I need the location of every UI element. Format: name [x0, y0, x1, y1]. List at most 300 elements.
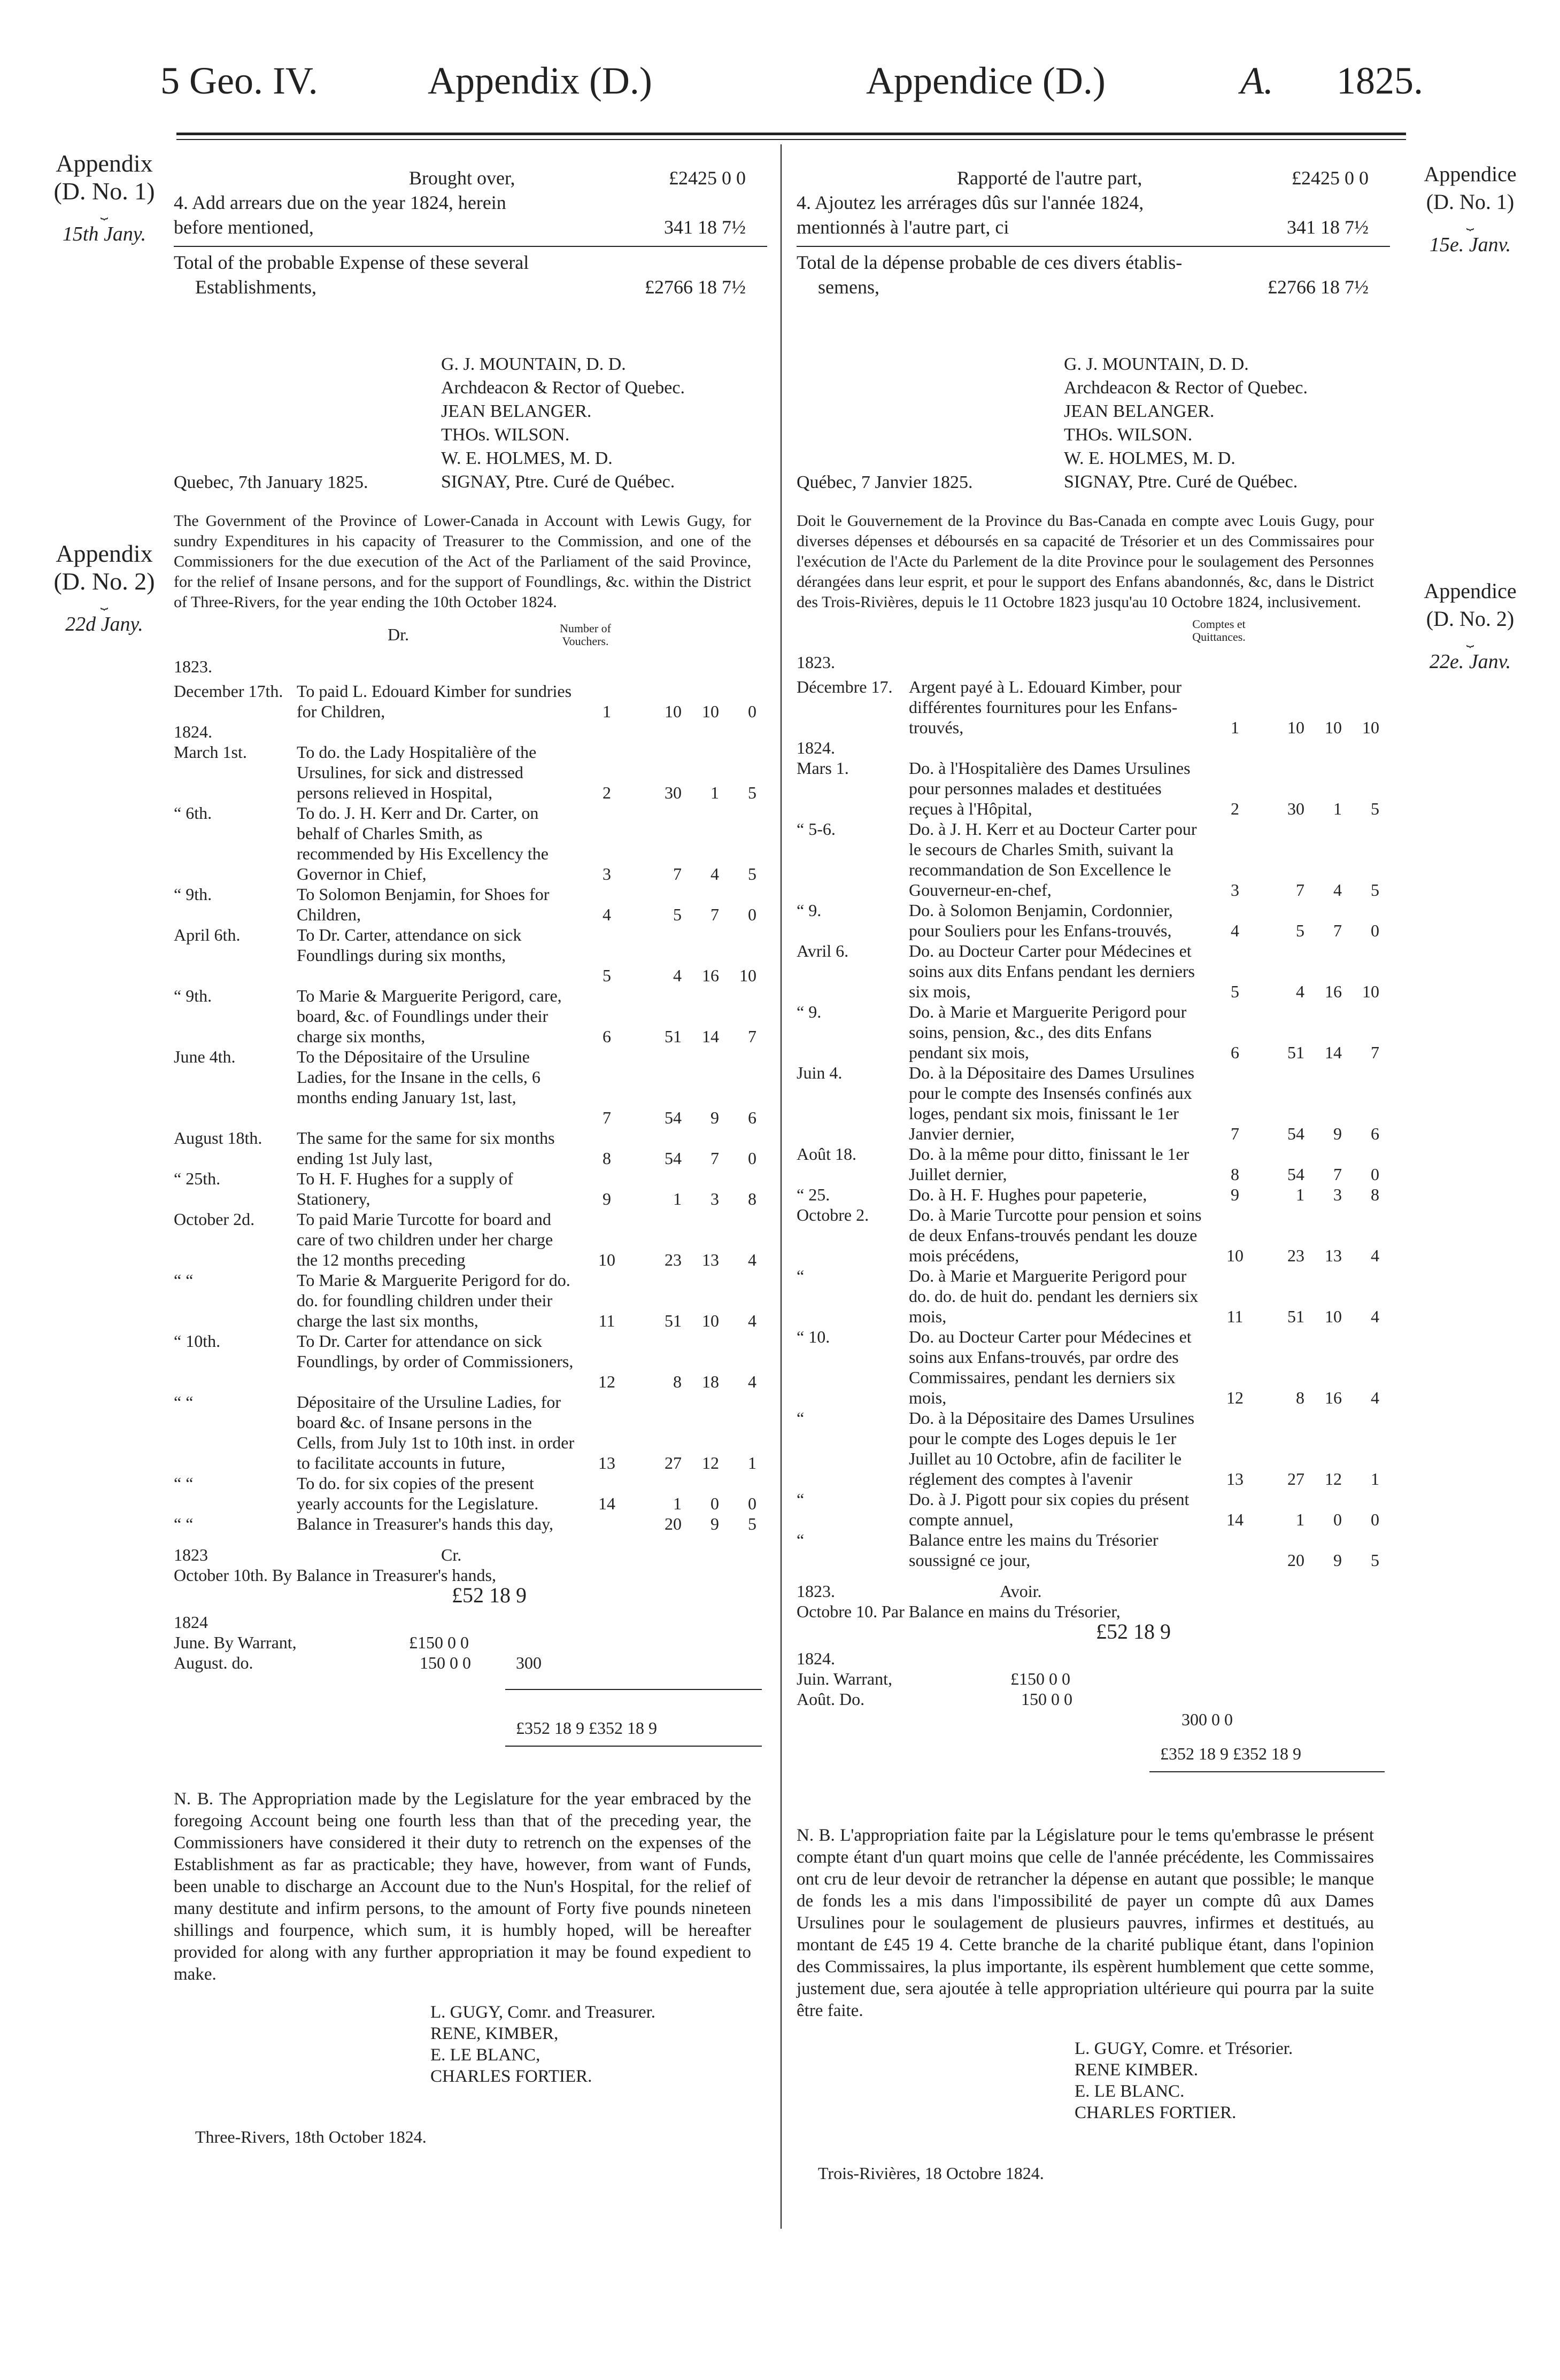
- entry-shillings: 7: [1333, 921, 1342, 940]
- header-rule: [176, 133, 1406, 135]
- entry-date: 1824.: [797, 738, 835, 757]
- entry-pence: 6: [1371, 1124, 1379, 1143]
- entry-shillings: 0: [711, 1494, 719, 1513]
- entry-pounds: 8: [673, 1372, 682, 1391]
- entry-description: Do. à la Dépositaire des Dames Ursulines pour le compte des Insensés confinés aux loges, pendant six mois, finissant le 1er Janvier dernier,: [909, 1063, 1195, 1143]
- entry-description: To Dr. Carter, attendance on sick Foundlings during six months,: [297, 925, 522, 965]
- arrears-label: 4. Ajoutez les arrérages dûs sur l'année 1824,: [797, 192, 1144, 213]
- ledger-entry: [174, 1128, 767, 1168]
- entry-description: To the Dépositaire of the Ursuline Ladies, for the Insane in the cells, 6 months ending January 1st, last,: [297, 1047, 540, 1107]
- ledger-entry: [174, 803, 767, 884]
- entry-voucher-number: 13: [598, 1453, 615, 1472]
- ledger-entry: [797, 1144, 1390, 1184]
- entry-voucher-number: 3: [603, 864, 611, 883]
- entry-description: Do. à H. F. Hughes pour papeterie,: [909, 1185, 1147, 1204]
- entry-date: “ “: [174, 1270, 194, 1290]
- credit-section: [174, 1545, 767, 1684]
- entry-shillings: 0: [1333, 1510, 1342, 1529]
- brought-over-amount: £2425 0 0: [1292, 167, 1369, 189]
- vouchers-header: Comptes et Quittances.: [1192, 617, 1246, 644]
- ledger-entry: [174, 1046, 767, 1128]
- entry-description: To paid Marie Turcotte for board and care of two children under her charge the 12 months preceding: [297, 1210, 553, 1269]
- entry-shillings: 14: [1325, 1043, 1342, 1062]
- entry-pounds: 30: [665, 783, 682, 802]
- running-header-year: 1825.: [1337, 59, 1423, 102]
- entry-date: March 1st.: [174, 742, 247, 762]
- entry-date: October 2d.: [174, 1210, 255, 1229]
- entry-pence: 0: [748, 702, 756, 721]
- entry-date: Août 18.: [797, 1144, 856, 1164]
- entry-voucher-number: 11: [598, 1311, 615, 1330]
- brace-icon: ⏟: [1466, 216, 1474, 230]
- entry-voucher-number: 7: [603, 1108, 611, 1127]
- entry-voucher-number: 4: [603, 905, 611, 924]
- entry-date: “ 25.: [797, 1185, 830, 1204]
- totals-rule: [505, 1689, 762, 1690]
- entry-pence: 5: [1371, 1551, 1379, 1570]
- signatory-title: Archdeacon & Rector of Quebec.: [1064, 378, 1308, 398]
- entry-pounds: 8: [1296, 1388, 1304, 1407]
- entry-shillings: 10: [702, 702, 719, 721]
- entry-pounds: 51: [1287, 1043, 1304, 1062]
- entry-pence: 0: [748, 1494, 756, 1513]
- entry-pence: 8: [748, 1189, 756, 1208]
- place-date: Québec, 7 Janvier 1825.: [797, 472, 973, 492]
- entry-pounds: 51: [1287, 1307, 1304, 1326]
- entry-shillings: 1: [711, 783, 719, 802]
- ledger-entry: [797, 1489, 1390, 1530]
- brace-icon: ⏟: [100, 206, 109, 220]
- entry-pounds: 5: [1296, 921, 1304, 940]
- year-1823: 1823.: [797, 653, 835, 672]
- entry-date: “ “: [174, 1514, 194, 1533]
- margin-note-date: 22d Jany.: [65, 613, 143, 635]
- entry-shillings: 9: [711, 1108, 719, 1127]
- signatory: SIGNAY, Ptre. Curé de Québec.: [441, 472, 675, 492]
- entry-description: Do. à Marie et Marguerite Perigord pour do. do. de huit do. pendant les derniers six mois,: [909, 1266, 1199, 1326]
- entry-pence: 10: [739, 966, 756, 985]
- cr-label: Avoir.: [1000, 1582, 1042, 1601]
- cr-label: Cr.: [441, 1545, 462, 1564]
- entry-description: To Dr. Carter for attendance on sick Foundlings, by order of Commissioners,: [297, 1331, 574, 1371]
- margin-note-en-2: [45, 540, 163, 638]
- ledger-entry: [174, 722, 767, 742]
- subtotal-rule: [797, 246, 1390, 247]
- margin-note-number: (D. No. 1): [53, 177, 155, 205]
- entry-pounds: 7: [673, 864, 682, 883]
- cr-warrant-2-label: August. do.: [174, 1653, 253, 1672]
- running-header-left-title: Appendix (D.): [428, 59, 652, 102]
- entry-pence: 1: [1371, 1469, 1379, 1489]
- entry-date: 1824.: [174, 722, 212, 741]
- entry-date: Avril 6.: [797, 941, 849, 960]
- ledger-entry: [797, 1266, 1390, 1327]
- entry-description: Do. à la Dépositaire des Dames Ursulines pour le compte des Loges depuis le 1er Juillet au 10 Octobre, afin de faciliter le réglement des comptes à l'avenir: [909, 1408, 1195, 1489]
- entry-description: The same for the same for six months ending 1st July last,: [297, 1128, 555, 1168]
- entry-voucher-number: 2: [1231, 799, 1239, 818]
- entry-shillings: 7: [1333, 1165, 1342, 1184]
- entry-pence: 4: [748, 1250, 756, 1269]
- entry-shillings: 7: [711, 1149, 719, 1168]
- entry-voucher-number: 9: [1231, 1185, 1239, 1204]
- entry-date: “: [797, 1266, 805, 1285]
- ledger-entry: [174, 742, 767, 803]
- cr-entry: October 10th. By Balance in Treasurer's hands,: [174, 1565, 496, 1585]
- year-1823: 1823.: [174, 657, 212, 676]
- cr-year-2: 1824.: [797, 1649, 835, 1668]
- entry-voucher-number: 2: [603, 783, 611, 802]
- ledger-entry: [797, 900, 1390, 941]
- credit-section: [797, 1581, 1390, 1729]
- entry-pounds: 7: [1296, 880, 1304, 900]
- ledger-entry: [797, 758, 1390, 819]
- entry-pence: 4: [1371, 1307, 1379, 1326]
- entry-shillings: 14: [702, 1027, 719, 1046]
- entry-pounds: 54: [665, 1149, 682, 1168]
- account-col-heads: [797, 618, 1390, 677]
- entry-shillings: 4: [711, 864, 719, 883]
- entry-pence: 10: [1362, 982, 1379, 1001]
- entry-shillings: 12: [702, 1453, 719, 1472]
- entry-date: “ 9th.: [174, 986, 212, 1005]
- signatory: JEAN BELANGER.: [1064, 401, 1215, 421]
- margin-note-label: Appendice: [1424, 162, 1517, 186]
- cr-year: 1823.: [797, 1582, 835, 1601]
- entry-description: To Marie & Marguerite Perigord for do. do. for foundling children under their charge the last six months,: [297, 1270, 570, 1330]
- arrears-label-cont: mentionnés à l'autre part, ci: [797, 216, 1009, 238]
- ledger-entry: [797, 1184, 1390, 1205]
- entry-description: Do. à l'Hospitalière des Dames Ursulines pour personnes malades et destituées reçues à l'Hôpital,: [909, 758, 1191, 818]
- ledger-entry: [174, 1209, 767, 1270]
- footer-place-date: Three-Rivers, 18th October 1824.: [195, 2127, 427, 2146]
- entry-pounds: 27: [665, 1453, 682, 1472]
- cr-warrant-total: 300 0 0: [1181, 1710, 1233, 1729]
- ledger-entry: [797, 941, 1390, 1002]
- nb-note: N. B. The Appropriation made by the Legislature for the year embraced by the foregoing Account being one fourth less than that of the preceding year, the Commissioners have considered it their duty to retrench on the expenses of the Establishment as far as practicable; they have, however, from want of Funds, been unable to discharge an Account due to the Nun's Hospital, for the relief of many destitute and infirm persons, to the amount of Forty five pounds nineteen shillings and fourpence, which sum, it is humbly hoped, will be hereafter provided for along with any further appropriation it may be found expedient to make.: [174, 1789, 751, 1984]
- ledger-entry: [797, 819, 1390, 900]
- entry-pounds: 27: [1287, 1469, 1304, 1489]
- ledger-entry: [797, 677, 1390, 738]
- entry-shillings: 12: [1325, 1469, 1342, 1489]
- entry-shillings: 3: [711, 1189, 719, 1208]
- entry-voucher-number: 14: [1226, 1510, 1244, 1529]
- margin-note-date: 15th Jany.: [62, 223, 146, 245]
- entry-description: Do. à Marie et Marguerite Perigord pour soins, pension, &c., des dits Enfans pendant six mois,: [909, 1002, 1187, 1062]
- signatory: THOs. WILSON.: [441, 425, 570, 445]
- arrears-amount: 341 18 7½: [664, 216, 746, 238]
- entry-description: Argent payé à L. Edouard Kimber, pour différentes fournitures pour les Enfans-trouvés,: [909, 677, 1181, 737]
- signatory: THOs. WILSON.: [1064, 425, 1193, 445]
- running-header-left-reign: 5 Geo. IV.: [160, 59, 318, 102]
- margin-note-number: (D. No. 1): [1426, 190, 1515, 214]
- entry-pence: 5: [1371, 799, 1379, 818]
- signatory: G. J. MOUNTAIN, D. D.: [441, 354, 626, 374]
- ledger-entry: [174, 925, 767, 986]
- signatory: E. LE BLANC,: [430, 2045, 540, 2065]
- entry-pounds: 1: [673, 1494, 682, 1513]
- entry-pounds: 54: [1287, 1165, 1304, 1184]
- entry-voucher-number: 5: [603, 966, 611, 985]
- english-column: [174, 166, 767, 2149]
- entry-voucher-number: 12: [1226, 1388, 1244, 1407]
- entry-pence: 5: [1371, 880, 1379, 900]
- entry-voucher-number: 4: [1231, 921, 1239, 940]
- signatory: JEAN BELANGER.: [441, 401, 592, 421]
- entry-voucher-number: 13: [1226, 1469, 1244, 1489]
- entry-description: To do. for six copies of the present yearly accounts for the Legislature.: [297, 1474, 539, 1513]
- entry-shillings: 1: [1333, 799, 1342, 818]
- entry-voucher-number: 8: [603, 1149, 611, 1168]
- margin-note-number: (D. No. 2): [53, 568, 155, 595]
- entry-date: Octobre 2.: [797, 1205, 869, 1224]
- ledger-entry: [797, 738, 1390, 758]
- entry-voucher-number: 10: [1226, 1246, 1244, 1265]
- entry-description: Balance entre les mains du Trésorier soussigné ce jour,: [909, 1530, 1159, 1570]
- entry-pounds: 10: [1287, 718, 1304, 737]
- entry-date: “ “: [174, 1474, 194, 1493]
- entry-date: “ 6th.: [174, 803, 212, 823]
- entry-pounds: 10: [665, 702, 682, 721]
- ledger-entry: [174, 1270, 767, 1331]
- margin-note-label: Appendix: [56, 150, 153, 177]
- entry-pounds: 54: [1287, 1124, 1304, 1143]
- account-heading: The Government of the Province of Lower-Canada in Account with Lewis Gugy, for sundry Expenditures in his capacity of Treasurer to the Commission, and one of the Commissioners for the due execution of the Act of the Parliament of the said Province, for the relief of Insane persons, and for the support of Foundlings, &c. within the District of Three-Rivers, for the year ending the 10th October 1824.: [174, 512, 751, 611]
- entry-date: “ 5-6.: [797, 819, 836, 839]
- entry-voucher-number: 10: [598, 1250, 615, 1269]
- entry-shillings: 13: [1325, 1246, 1342, 1265]
- entry-voucher-number: 6: [1231, 1043, 1239, 1062]
- entry-date: “ 10.: [797, 1327, 830, 1346]
- total-label-cont: semens,: [818, 276, 879, 298]
- entry-date: December 17th.: [174, 681, 283, 701]
- entry-date: “ 9.: [797, 1002, 822, 1021]
- running-header-right-mark: A.: [1240, 59, 1273, 102]
- entry-description: Do. à Solomon Benjamin, Cordonnier, pour Souliers pour les Enfans-trouvés,: [909, 901, 1173, 940]
- ledger-entry: [797, 1063, 1390, 1144]
- total-label: Total de la dépense probable de ces divers établis-: [797, 252, 1183, 273]
- entry-pounds: 20: [665, 1514, 682, 1533]
- entry-shillings: 3: [1333, 1185, 1342, 1204]
- margin-note-number: (D. No. 2): [1426, 607, 1515, 631]
- entry-description: To Marie & Marguerite Perigord, care, board, &c. of Foundlings under their charge six months,: [297, 986, 562, 1046]
- entry-description: Balance in Treasurer's hands this day,: [297, 1514, 554, 1533]
- ledger-entry: [797, 1408, 1390, 1489]
- entry-date: “: [797, 1490, 805, 1509]
- total-label: Total of the probable Expense of these several: [174, 252, 529, 273]
- cr-entry: Octobre 10. Par Balance en mains du Trésorier,: [797, 1602, 1121, 1621]
- entry-pence: 0: [1371, 1165, 1379, 1184]
- entry-description: Do. au Docteur Carter pour Médecines et soins aux Enfans-trouvés, par ordre des Commissaires, pendant les derniers six mois,: [909, 1327, 1192, 1407]
- cr-entry-amount: £52 18 9: [1096, 1619, 1171, 1643]
- entry-pence: 4: [1371, 1388, 1379, 1407]
- arrears-label-cont: before mentioned,: [174, 216, 314, 238]
- margin-note-fr-2: [1411, 577, 1529, 676]
- entry-date: “: [797, 1408, 805, 1428]
- signatory: W. E. HOLMES, M. D.: [1064, 448, 1235, 468]
- cr-year-2: 1824: [174, 1612, 208, 1632]
- footer-place-date: Trois-Rivières, 18 Octobre 1824.: [818, 2164, 1044, 2183]
- entry-pence: 1: [748, 1453, 756, 1472]
- entry-shillings: 10: [702, 1311, 719, 1330]
- cr-warrant-2-amount: 150 0 0: [1021, 1689, 1072, 1709]
- ledger-entry: [174, 1392, 767, 1473]
- entry-pence: 0: [748, 1149, 756, 1168]
- signatory: W. E. HOLMES, M. D.: [441, 448, 613, 468]
- entry-pence: 5: [748, 1514, 756, 1533]
- entry-pence: 5: [748, 783, 756, 802]
- entry-pounds: 51: [665, 1311, 682, 1330]
- entry-description: To Solomon Benjamin, for Shoes for Children,: [297, 885, 550, 924]
- entry-description: Do. à Marie Turcotte pour pension et soins de deux Enfans-trouvés pendant les douze mois précédens,: [909, 1205, 1202, 1265]
- entry-pence: 4: [748, 1311, 756, 1330]
- entry-pence: 0: [748, 905, 756, 924]
- brought-over-label: Rapporté de l'autre part,: [957, 167, 1142, 189]
- entry-voucher-number: 14: [598, 1494, 615, 1513]
- grand-totals: £352 18 9 £352 18 9: [1160, 1744, 1301, 1763]
- entry-date: “: [797, 1530, 805, 1549]
- cr-warrant-2-amount: 150 0 0: [420, 1653, 471, 1672]
- brought-over-amount: £2425 0 0: [669, 167, 746, 189]
- signatory: RENE KIMBER.: [1075, 2060, 1198, 2080]
- total-label-cont: Establishments,: [195, 276, 316, 298]
- ledger-entry: [174, 1514, 767, 1534]
- ledger-entry: [174, 884, 767, 925]
- ledger-entry: [174, 1168, 767, 1209]
- entry-date: “ “: [174, 1392, 194, 1412]
- brace-icon: ⏟: [1466, 633, 1474, 647]
- signatory-title: Archdeacon & Rector of Quebec.: [441, 378, 685, 398]
- entry-shillings: 16: [1325, 1388, 1342, 1407]
- entry-date: August 18th.: [174, 1128, 262, 1148]
- ledger-entry: [797, 1530, 1390, 1570]
- entry-pence: 4: [748, 1372, 756, 1391]
- entry-voucher-number: 5: [1231, 982, 1239, 1001]
- ledger-entry: [174, 1331, 767, 1392]
- entry-description: Do. au Docteur Carter pour Médecines et soins aux dits Enfans pendant les derniers six mois,: [909, 941, 1195, 1001]
- entry-shillings: 16: [1325, 982, 1342, 1001]
- vouchers-header: Number of Vouchers.: [560, 622, 611, 648]
- entry-shillings: 18: [702, 1372, 719, 1391]
- grand-totals-rule: [505, 1746, 762, 1747]
- subtotal-rule: [174, 246, 767, 247]
- entry-pounds: 1: [1296, 1510, 1304, 1529]
- entry-voucher-number: 8: [1231, 1165, 1239, 1184]
- cr-warrant-1-amount: £150 0 0: [1010, 1669, 1070, 1688]
- entry-voucher-number: 1: [603, 702, 611, 721]
- margin-note-date: 22e. Janv.: [1429, 650, 1511, 673]
- entry-shillings: 10: [1325, 1307, 1342, 1326]
- total-amount: £2766 18 7½: [645, 276, 746, 298]
- cr-warrant-1-label: Juin. Warrant,: [797, 1669, 893, 1688]
- entry-shillings: 9: [1333, 1551, 1342, 1570]
- debit-entries: [797, 677, 1390, 1570]
- arrears-label: 4. Add arrears due on the year 1824, herein: [174, 192, 506, 213]
- signatory: RENE, KIMBER,: [430, 2024, 559, 2043]
- cr-entry-amount: £52 18 9: [452, 1583, 527, 1607]
- nb-note: N. B. L'appropriation faite par la Législature pour le tems qu'embrasse le présent compte étant d'un quart moins que celle de l'année précédente, les Commissaires ont cru de leur devoir de retrancher la dépense en autant que possible; le manque de fonds les a mis dans l'impossibilité de payer un compte dû aux Dames Ursulines pour le soulagement de plusieurs pauvres, infirmes et destitués, au montant de £45 19 4. Cette branche de la charité publique étant, dans l'opinion des Commissaires, la plus importante, ils espèrent humblement que cette somme, justement due, sera ajoutée à telle appropriation ultérieure qui pourra par la suite être faite.: [797, 1826, 1374, 2020]
- margin-note-fr-1: [1411, 160, 1529, 259]
- entry-date: “ 10th.: [174, 1331, 221, 1351]
- entry-voucher-number: 12: [598, 1372, 615, 1391]
- brought-over-label: Brought over,: [409, 167, 515, 189]
- entry-description: To paid L. Edouard Kimber for sundries for Children,: [297, 681, 572, 721]
- entry-description: Do. à J. Pigott pour six copies du présent compte annuel,: [909, 1490, 1190, 1529]
- entry-shillings: 9: [1333, 1124, 1342, 1143]
- estimate-summary: [174, 166, 767, 342]
- entry-description: Do. à J. H. Kerr et au Docteur Carter pour le secours de Charles Smith, suivant la recommandation de Son Excellence le Gouverneur-en-chef,: [909, 819, 1197, 900]
- entry-pounds: 4: [1296, 982, 1304, 1001]
- entry-description: Do. à la même pour ditto, finissant le 1er Juillet dernier,: [909, 1144, 1190, 1184]
- margin-note-en-1: [45, 150, 163, 248]
- entry-date: “ 9th.: [174, 885, 212, 904]
- entry-voucher-number: 7: [1231, 1124, 1239, 1143]
- entry-pence: 5: [748, 864, 756, 883]
- french-column: [797, 166, 1390, 2185]
- entry-voucher-number: 9: [603, 1189, 611, 1208]
- entry-pounds: 23: [1287, 1246, 1304, 1265]
- entry-pounds: 5: [673, 905, 682, 924]
- nb-signatories: [430, 2002, 767, 2087]
- margin-note-label: Appendix: [56, 540, 153, 567]
- entry-pounds: 4: [673, 966, 682, 985]
- entry-pounds: 51: [665, 1027, 682, 1046]
- entry-shillings: 7: [711, 905, 719, 924]
- entry-voucher-number: 1: [1231, 718, 1239, 737]
- entry-shillings: 9: [711, 1514, 719, 1533]
- cr-warrant-2-label: Août. Do.: [797, 1689, 865, 1709]
- entry-description: To H. F. Hughes for a supply of Stationery,: [297, 1169, 513, 1208]
- ledger-entry: [797, 1327, 1390, 1408]
- entry-voucher-number: 11: [1226, 1307, 1244, 1326]
- total-amount: £2766 18 7½: [1268, 276, 1369, 298]
- entry-voucher-number: 6: [603, 1027, 611, 1046]
- cr-warrant-1-label: June. By Warrant,: [174, 1633, 297, 1652]
- grand-totals: £352 18 9 £352 18 9: [516, 1718, 657, 1738]
- cr-warrant-1-amount: £150 0 0: [409, 1633, 469, 1652]
- signatory: CHARLES FORTIER.: [430, 2067, 592, 2086]
- entry-date: Mars 1.: [797, 758, 849, 778]
- entry-pounds: 20: [1287, 1551, 1304, 1570]
- ledger-entry: [174, 681, 767, 722]
- arrears-amount: 341 18 7½: [1287, 216, 1369, 238]
- entry-shillings: 16: [702, 966, 719, 985]
- ledger-entry: [174, 986, 767, 1046]
- entry-shillings: 10: [1325, 718, 1342, 737]
- entry-date: June 4th.: [174, 1047, 236, 1066]
- account-heading: Doit le Gouvernement de la Province du Bas-Canada en compte avec Louis Gugy, pour diverses dépenses et déboursés en sa capacité de Trésorier et un des Commissaires pour l'exécution de l'Acte du Parlement de la dite Province pour le soulagement des Personnes dérangées dans leur esprit, et pour le support des Enfans abandonnés, &c, dans le District des Trois-Rivières, depuis le 11 Octobre 1823 jusqu'au 10 Octobre 1824, inclusivement.: [797, 512, 1374, 611]
- entry-shillings: 4: [1333, 880, 1342, 900]
- margin-note-label: Appendice: [1424, 579, 1517, 603]
- entry-date: Décembre 17.: [797, 677, 893, 696]
- ledger-entry: [174, 1473, 767, 1514]
- signatory: L. GUGY, Comre. et Trésorier.: [1075, 2039, 1293, 2058]
- entry-pence: 7: [1371, 1043, 1379, 1062]
- entry-pounds: 30: [1287, 799, 1304, 818]
- entry-pounds: 1: [1296, 1185, 1304, 1204]
- place-date: Quebec, 7th January 1825.: [174, 472, 368, 492]
- dr-label: Dr.: [388, 625, 409, 644]
- entry-pence: 4: [1371, 1246, 1379, 1265]
- entry-pounds: 23: [665, 1250, 682, 1269]
- signatory: E. LE BLANC.: [1075, 2082, 1185, 2101]
- account-col-heads: [174, 622, 767, 681]
- entry-pence: 8: [1371, 1185, 1379, 1204]
- estimate-summary: [797, 166, 1390, 342]
- entry-date: “ 9.: [797, 901, 822, 920]
- debit-entries: [174, 681, 767, 1534]
- signatory: CHARLES FORTIER.: [1075, 2103, 1237, 2122]
- entry-pounds: 54: [665, 1108, 682, 1127]
